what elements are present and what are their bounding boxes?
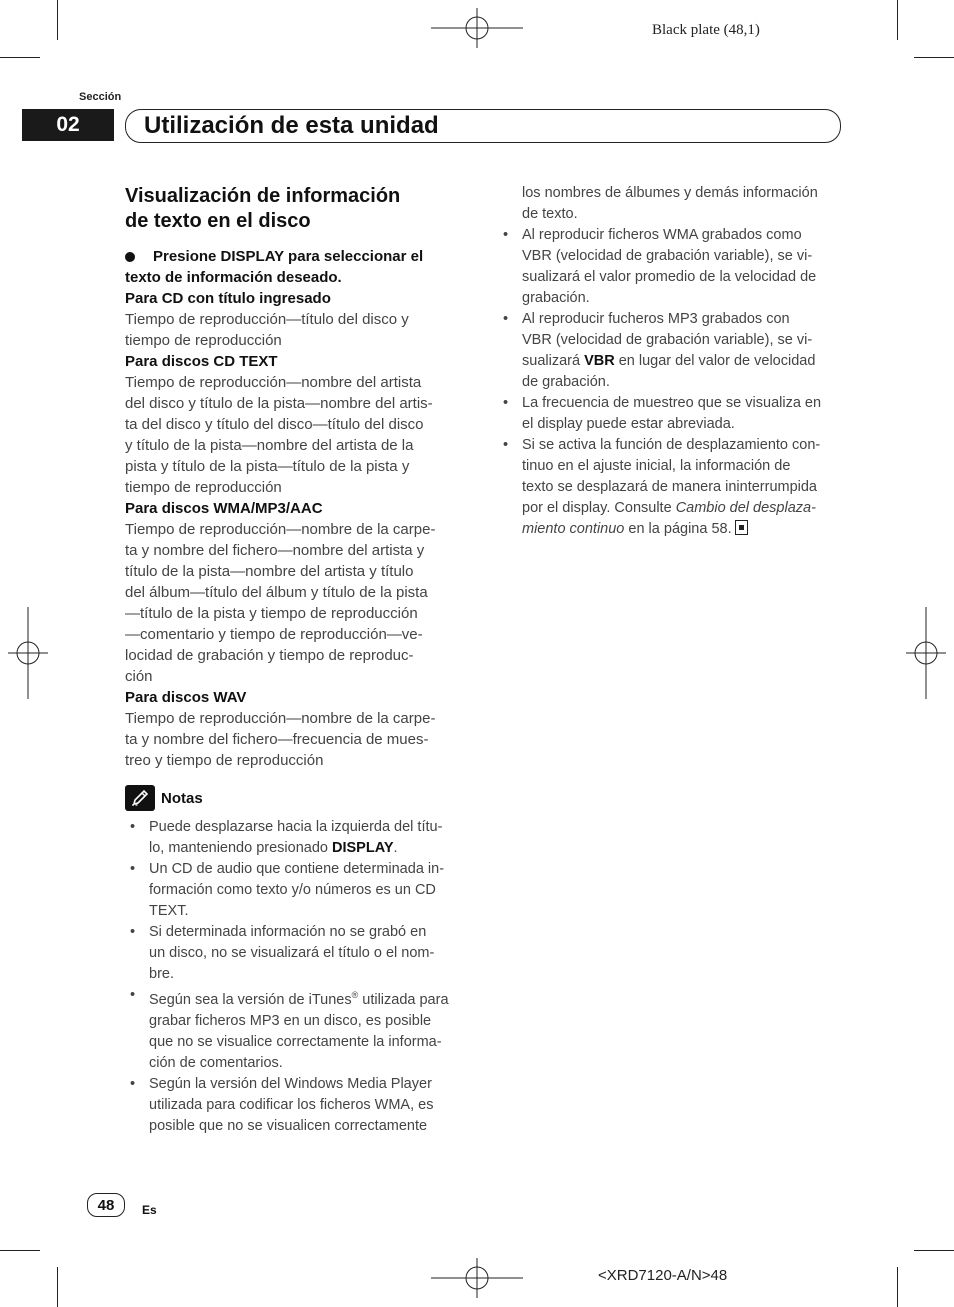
note-item: • Si determinada información no se grabó en un disco, no se visualizará el título o el nom- bre. — [130, 924, 435, 982]
note-item: • Puede desplazarse hacia la izquierda del títu- lo, manteniendo presionado DISPLAY. — [130, 819, 443, 856]
registration-mark-bottom — [431, 1258, 523, 1298]
info-bullet: • La frecuencia de muestreo que se visualiza en el display puede estar abreviada. — [503, 395, 822, 432]
display-group-wma-mp3-aac: Para discos WMA/MP3/AAC Tiempo de reproducción—nombre de la carpe- ta y nombre del fichero—nombre del artista y título de la pista—nombre del artista y título del álbum—título del álbum y título de la pista —título de la pista y tiempo de reproducción —comentario y tiempo de reproducción—ve- locidad de grabación y tiempo de reproduc- ción — [125, 500, 436, 685]
section-number-badge: 02 — [22, 109, 114, 141]
crop-mark — [57, 0, 58, 40]
crop-mark — [897, 0, 898, 40]
cross-reference-link[interactable]: Cambio del desplaza- — [675, 500, 816, 516]
notes-list — [125, 817, 470, 1137]
page-number: 48 — [87, 1193, 125, 1217]
language-code: Es — [142, 1203, 157, 1217]
crop-mark — [0, 1250, 40, 1251]
instruction: Presione DISPLAY para seleccionar el texto de información deseado. — [125, 248, 424, 286]
continued-text: los nombres de álbumes y demás información de texto. — [522, 185, 818, 222]
info-bullet: • Al reproducir ficheros WMA grabados como VBR (velocidad de grabación variable), se vi- sualizará el valor promedio de la velocidad de grabación. — [503, 227, 817, 306]
note-item: • Un CD de audio que contiene determinada in- formación como texto y/o números es un CD TEXT. — [130, 861, 445, 919]
crop-mark — [914, 57, 954, 58]
document-code: <XRD7120-A/N>48 — [598, 1267, 728, 1284]
bullet-dot — [125, 252, 135, 262]
cross-reference-link[interactable]: miento continuo — [522, 521, 625, 537]
info-bullet: • Si se activa la función de desplazamiento con- tinuo en el ajuste inicial, la información de texto se desplazará de manera ininterrumpida por el display. Consulte Cambio del desplaza- miento continuo en la página 58. — [503, 437, 821, 537]
registration-mark-top — [431, 8, 523, 48]
section-title: Utilización de esta unidad — [125, 109, 841, 143]
section-label: Sección — [79, 91, 122, 103]
note-item: • Según sea la versión de iTunes® utilizada para grabar ficheros MP3 en un disco, es posible que no se visualice correctamente la informa- ción de comentarios. — [130, 987, 449, 1071]
left-column — [125, 184, 470, 771]
pencil-note-icon — [125, 785, 155, 811]
registration-mark-left — [8, 607, 48, 699]
crop-mark — [0, 57, 40, 58]
display-group-cd: Para CD con título ingresado Tiempo de reproducción—título del disco y tiempo de reproducción — [125, 290, 409, 349]
right-column — [498, 183, 848, 540]
display-group-wav: Para discos WAV Tiempo de reproducción—nombre de la carpe- ta y nombre del fichero—frecuencia de mues- treo y tiempo de reproducción — [125, 689, 436, 769]
notes-header — [125, 785, 203, 811]
display-group-cd-text: Para discos CD TEXT Tiempo de reproducción—nombre del artista del disco y título de la pista—nombre del artis- ta del disco y título del disco—título del disco y título de la pista—nombre del artista de la pista y título de la pista—título de la pista y tiempo de reproducción — [125, 353, 433, 496]
registration-mark-right — [906, 607, 946, 699]
crop-mark — [897, 1267, 898, 1307]
info-bullet: • Al reproducir fucheros MP3 grabados con VBR (velocidad de grabación variable), se vi- sualizará VBR en lugar del valor de velocidad de grabación. — [503, 311, 816, 390]
notes-title: Notas — [161, 789, 203, 807]
subsection-heading: Visualización de información de texto en el disco — [125, 185, 401, 232]
note-item: • Según la versión del Windows Media Player utilizada para codificar los ficheros WMA, es posible que no se visualicen correctamente — [130, 1075, 434, 1134]
crop-mark — [57, 1267, 58, 1307]
end-of-section-icon — [735, 520, 748, 535]
crop-mark — [914, 1250, 954, 1251]
plate-label: Black plate (48,1) — [652, 22, 760, 38]
